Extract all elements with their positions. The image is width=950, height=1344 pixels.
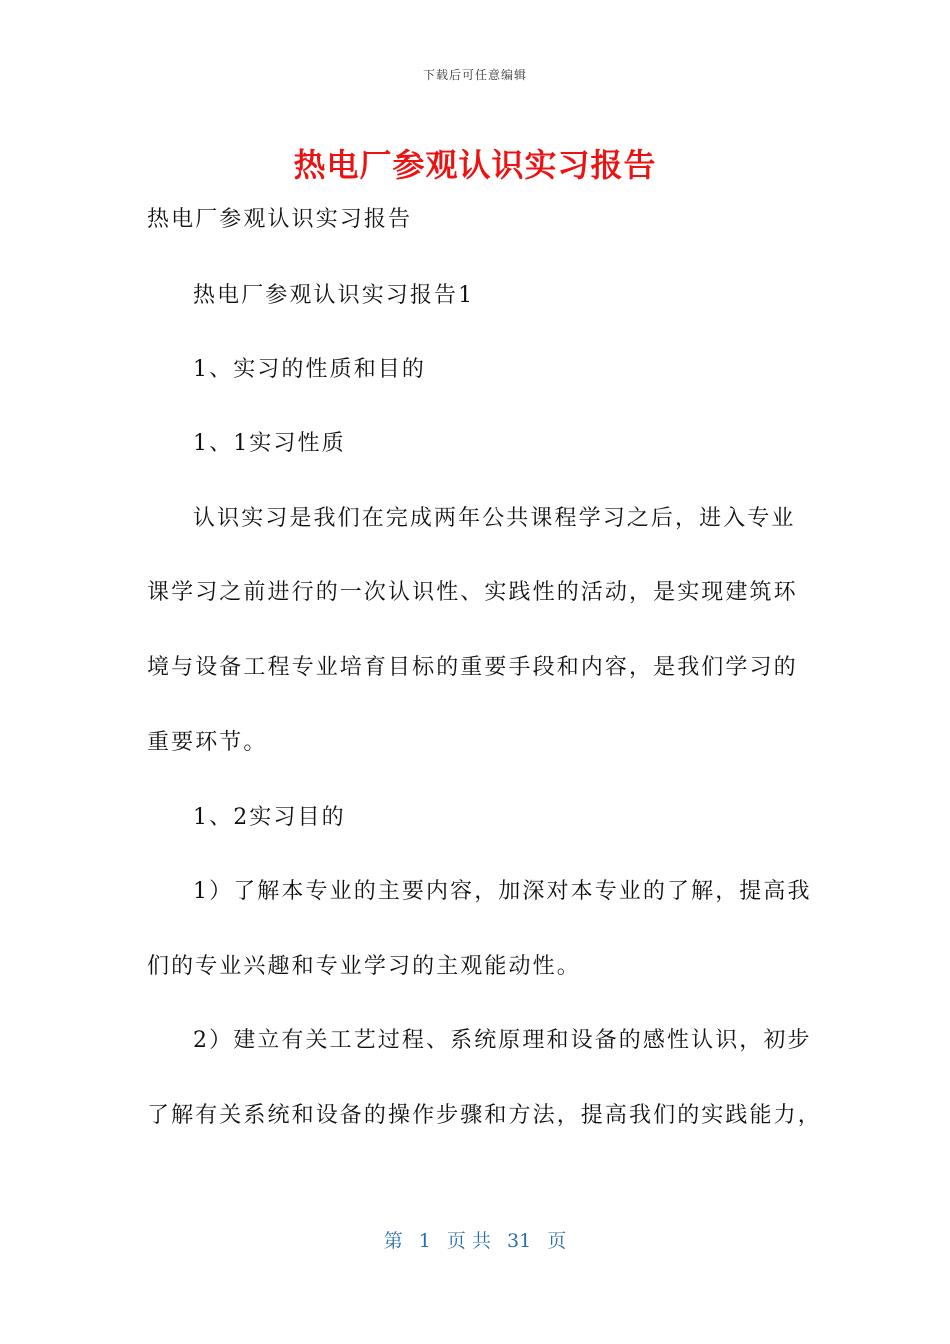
footer-suffix: 页 bbox=[547, 1230, 567, 1252]
body-line: 课学习之前进行的一次认识性、实践性的活动，是实现建筑环 bbox=[147, 580, 798, 605]
body-line: 重要环节。 bbox=[147, 730, 268, 755]
body-line: 境与设备工程专业培育目标的重要手段和内容，是我们学习的 bbox=[147, 655, 798, 680]
header-note: 下载后可任意编辑 bbox=[422, 68, 527, 82]
list-item: 1）了解本专业的主要内容，加深对本专业的了解，提高我 bbox=[193, 879, 812, 904]
body-line: 认识实习是我们在完成两年公共课程学习之后，进入专业 bbox=[193, 506, 796, 531]
body-line: 热电厂参观认识实习报告 bbox=[147, 207, 413, 232]
subsection-heading: 1、1实习性质 bbox=[193, 431, 346, 456]
subsection-heading: 1、2实习目的 bbox=[193, 805, 346, 830]
footer-total-pages: 31 bbox=[507, 1230, 532, 1252]
body-line: 热电厂参观认识实习报告1 bbox=[193, 283, 475, 308]
body-line: 了解有关系统和设备的操作步骤和方法，提高我们的实践能力， bbox=[147, 1103, 822, 1128]
footer-prefix: 第 bbox=[383, 1230, 403, 1252]
footer-page-number: 1 bbox=[418, 1230, 431, 1252]
list-item: 2）建立有关工艺过程、系统原理和设备的感性认识，初步 bbox=[193, 1028, 812, 1053]
footer-middle: 页 共 bbox=[446, 1230, 491, 1252]
document-title: 热电厂参观认识实习报告 bbox=[293, 146, 657, 184]
page-footer bbox=[0, 1226, 950, 1253]
section-heading: 1、实习的性质和目的 bbox=[193, 357, 426, 382]
body-line: 们的专业兴趣和专业学习的主观能动性。 bbox=[147, 954, 581, 979]
